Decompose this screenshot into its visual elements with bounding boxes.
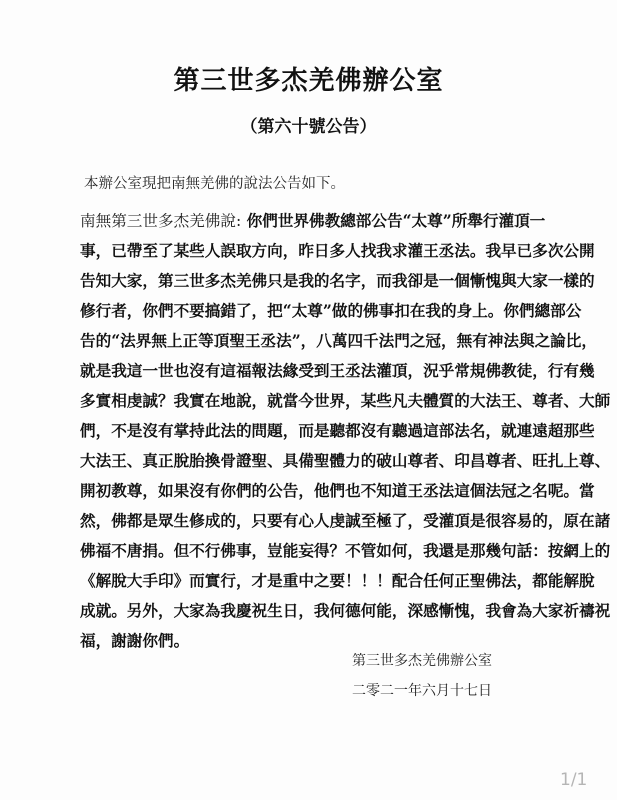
body-line: 成就。另外，大家為我慶祝生日，我何德何能，深感慚愧，我會為大家祈禱祝 bbox=[80, 601, 611, 620]
body-line: 《解脫大手印》而實行，才是重中之要！！！配合任何正聖佛法，都能解脫 bbox=[80, 571, 595, 590]
body-line: 們，不是沒有掌持此法的問題，而是聽都沒有聽過這部法名，就連遠超那些 bbox=[80, 421, 595, 440]
body-line: 就是我這一世也沒有這福報法緣受到王丞法灌頂，況乎常規佛教徒，行有幾 bbox=[80, 361, 595, 380]
body-paragraph bbox=[80, 206, 611, 656]
body-line: 佛福不唐捐。但不行佛事，豈能妄得？不管如何，我還是那幾句話：按網上的 bbox=[80, 541, 611, 560]
body-line: 事，已帶至了某些人誤取方向，昨日多人找我求灌王丞法。我早已多次公開 bbox=[80, 241, 595, 260]
body-line: 福，謝謝你們。 bbox=[80, 631, 190, 650]
signature-date: 二零二一年六月十七日 bbox=[352, 683, 492, 699]
page-number: 1/1 bbox=[560, 770, 588, 790]
document-title: 第三世多杰羌佛辦公室 bbox=[173, 66, 444, 96]
body-line: 告知大家，第三世多杰羌佛只是我的名字，而我卻是一個慚愧與大家一樣的 bbox=[80, 271, 595, 290]
body-line: 多實相虔誠？我實在地說，就當今世界，某些凡夫體質的大法王、尊者、大師 bbox=[80, 391, 611, 410]
body-line: 然，佛都是眾生修成的，只要有心人虔誠至極了，受灌頂是很容易的，原在諸 bbox=[80, 511, 611, 530]
body-first-line: 你們世界佛教總部公告“太尊”所舉行灌頂一 bbox=[241, 211, 546, 230]
body-line: 大法王、真正脫胎換骨證聖、具備聖體力的破山尊者、印昌尊者、旺扎上尊、 bbox=[80, 451, 611, 470]
body-line: 告的“法界無上正等頂聖王丞法”，八萬四千法門之冠，無有神法與之論比， bbox=[80, 331, 597, 350]
announcement-number: （第六十號公告） bbox=[240, 117, 377, 137]
signature-office: 第三世多杰羌佛辦公室 bbox=[352, 653, 492, 669]
body-line: 修行者，你們不要搞錯了，把“太尊”做的佛事扣在我的身上。你們總部公 bbox=[80, 301, 582, 320]
body-lead: 南無第三世多杰羌佛說: bbox=[80, 212, 242, 230]
intro-paragraph: 本辦公室現把南無羌佛的說法公告如下。 bbox=[84, 176, 345, 192]
body-line bbox=[80, 206, 600, 236]
body-line: 開初教尊，如果沒有你們的公告，他們也不知道王丞法這個法冠之名呢。當 bbox=[80, 481, 595, 500]
